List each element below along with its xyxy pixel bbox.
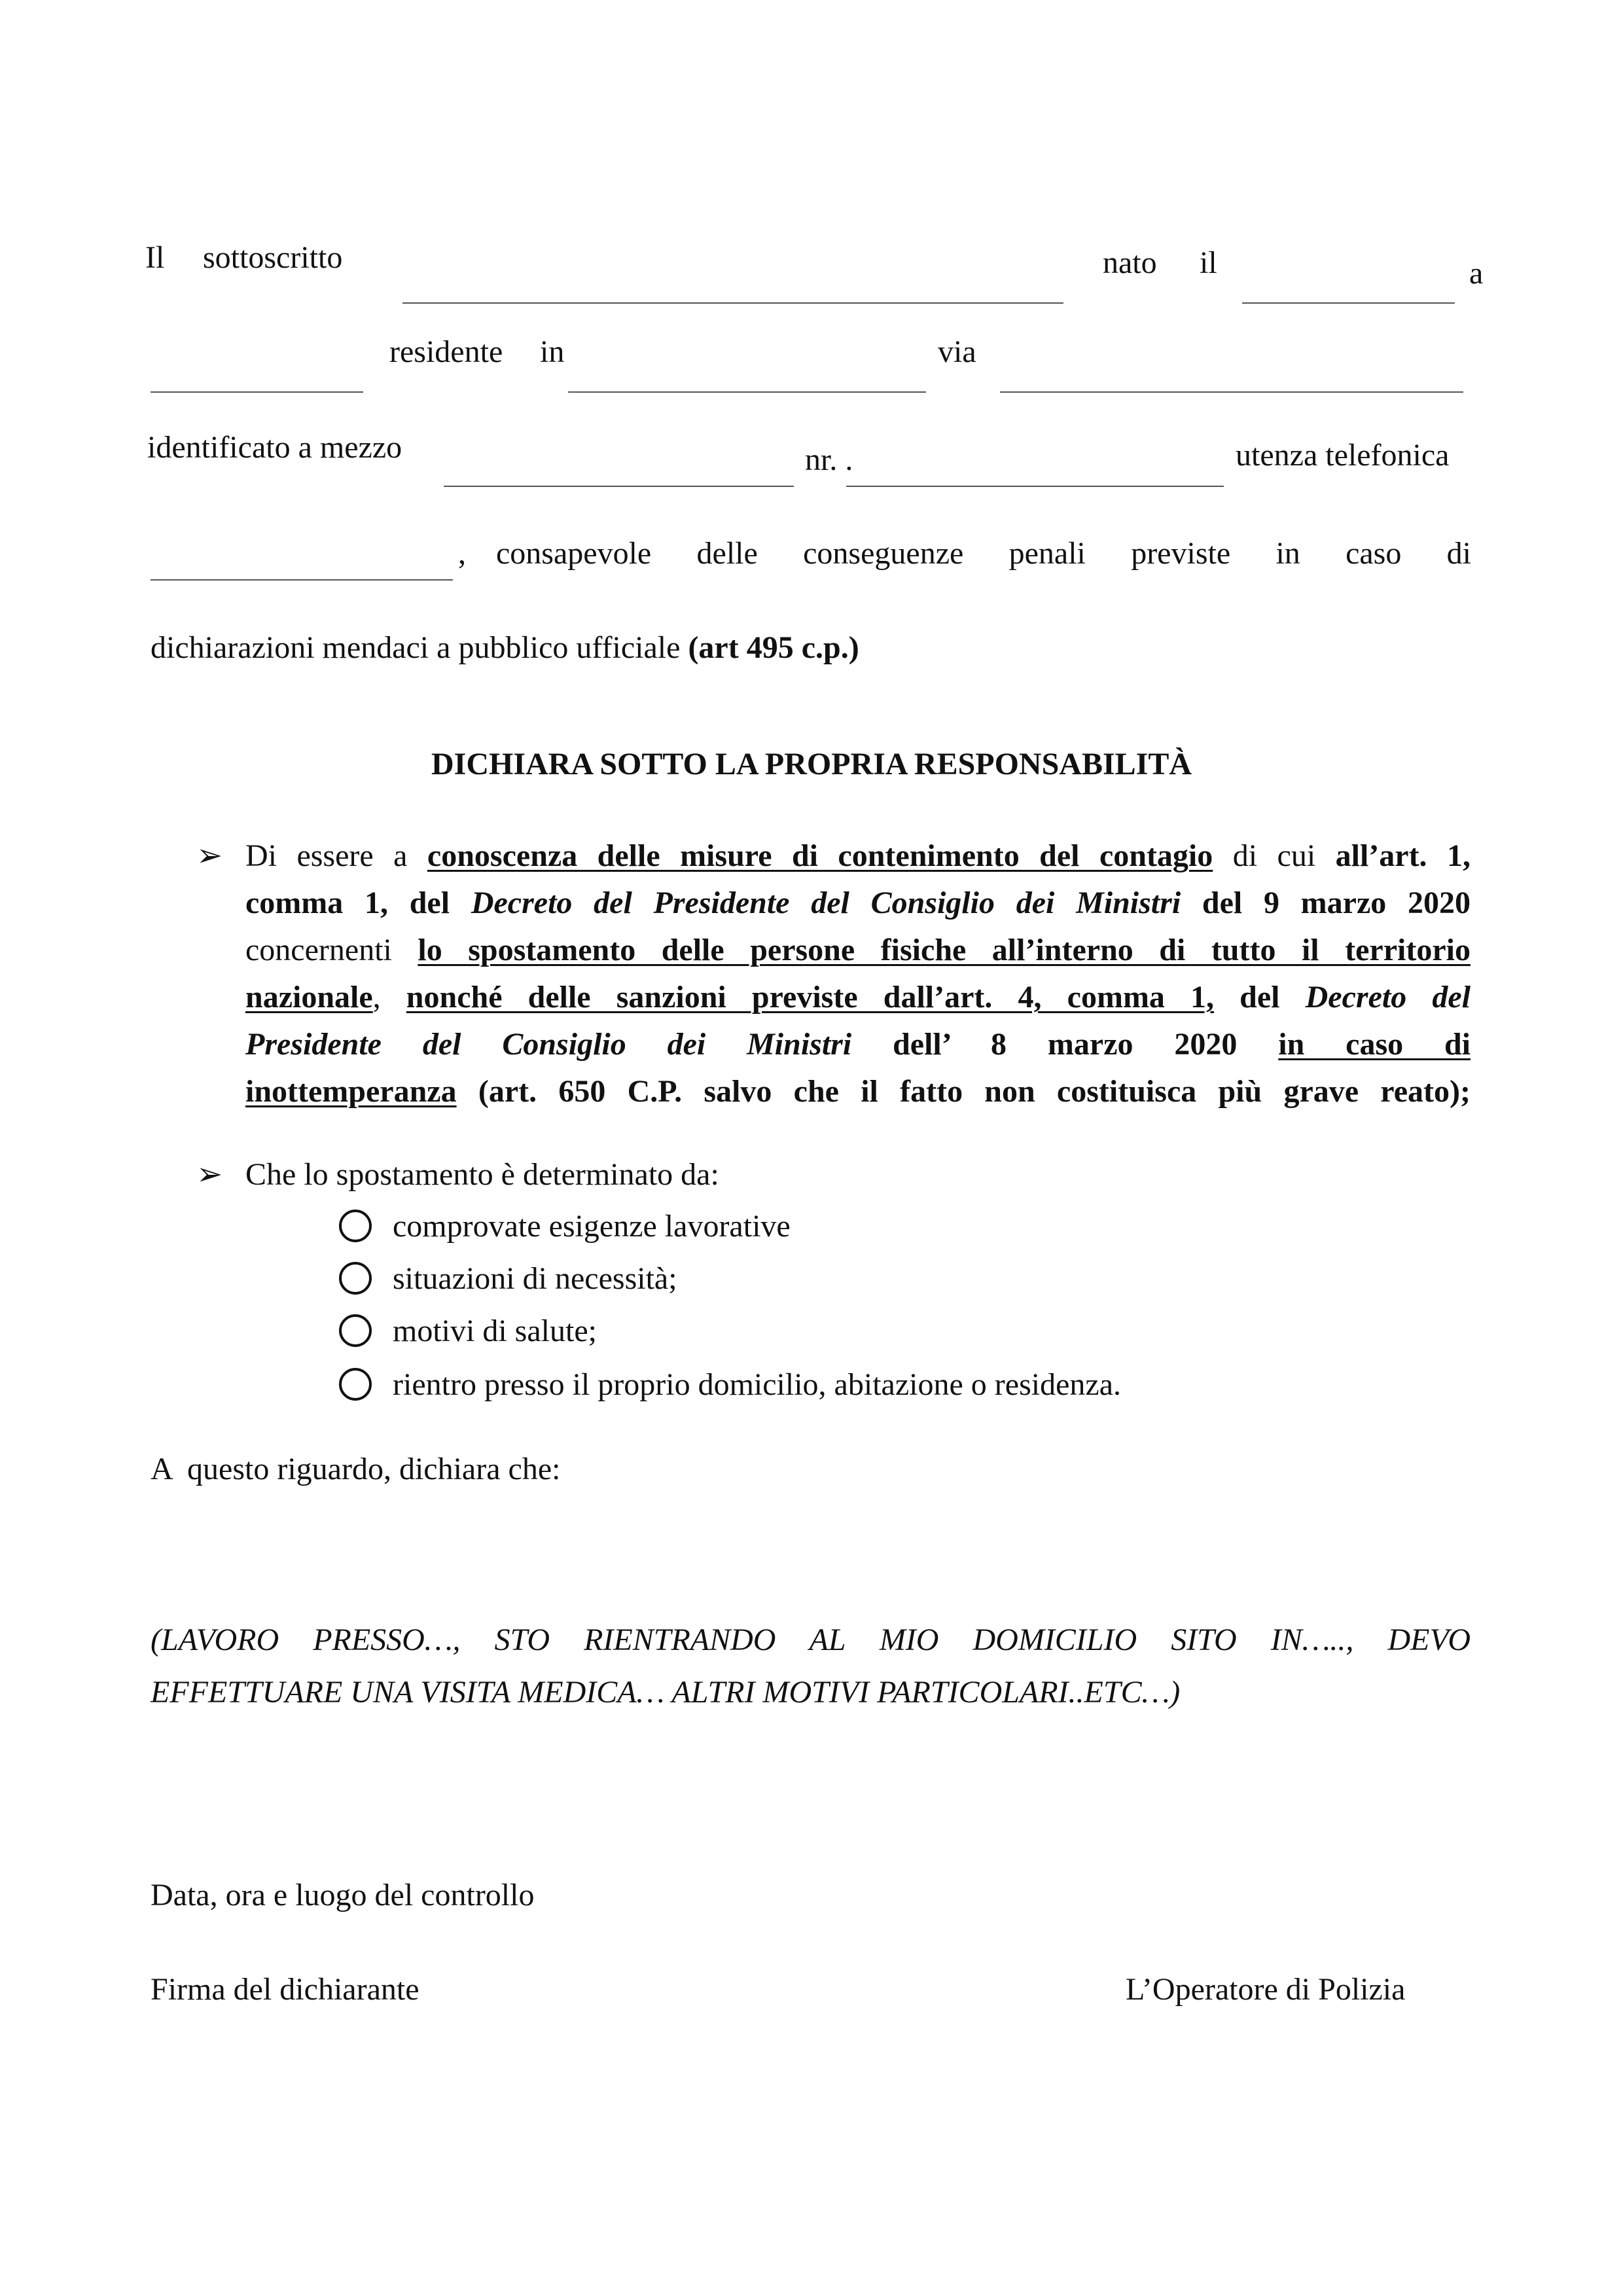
label-identificato: identificato a mezzo bbox=[147, 430, 402, 465]
bullet-arrow-icon: ➢ bbox=[196, 838, 223, 873]
label-il-date: il bbox=[1200, 245, 1217, 280]
operatore-label: L’Operatore di Polizia bbox=[1126, 1972, 1406, 2007]
residence-field[interactable] bbox=[568, 391, 926, 393]
riguardo-text: A questo riguardo, dichiara che: bbox=[151, 1452, 561, 1486]
examples-line1: (LAVORO PRESSO…, STO RIENTRANDO AL MIO DOMICILIO SITO IN….., DEVO bbox=[151, 1623, 1471, 1657]
data-luogo-label: Data, ora e luogo del controllo bbox=[151, 1878, 535, 1912]
label-via: via bbox=[938, 334, 976, 369]
bullet1-line5: Presidente del Consiglio dei Ministri dell’ 8 marzo 2020 in caso di bbox=[245, 1027, 1471, 1062]
bullet1-line2: comma 1, del Decreto del Presidente del Consiglio dei Ministri del 9 marzo 2020 bbox=[245, 886, 1471, 920]
bullet1-line3: concernenti lo spostamento delle persone fisiche all’interno di tutto il territorio bbox=[245, 933, 1471, 967]
label-residente: residente bbox=[389, 334, 503, 369]
radio-necessita[interactable] bbox=[339, 1262, 372, 1295]
label-a: a bbox=[1469, 256, 1484, 291]
option-necessita: situazioni di necessità; bbox=[393, 1261, 677, 1296]
id-document-field[interactable] bbox=[444, 486, 794, 487]
dichiarazioni-text: dichiarazioni mendaci a pubblico ufficiale bbox=[151, 630, 688, 665]
option-rientro: rientro presso il proprio domicilio, abitazione o residenza. bbox=[393, 1367, 1121, 1402]
birth-place-field[interactable] bbox=[151, 391, 363, 393]
art495-ref: (art 495 c.p.) bbox=[688, 630, 859, 665]
bullet2-text: Che lo spostamento è determinato da: bbox=[245, 1157, 719, 1192]
radio-lavorative[interactable] bbox=[339, 1210, 372, 1242]
bullet1-line1: Di essere a conoscenza delle misure di contenimento del contagio di cui all’art. 1, bbox=[245, 838, 1471, 873]
phone-field[interactable] bbox=[151, 579, 453, 581]
declaration-title: DICHIARA SOTTO LA PROPRIA RESPONSABILITÀ bbox=[431, 747, 1192, 781]
label-sottoscritto: sottoscritto bbox=[203, 240, 343, 275]
id-number-field[interactable] bbox=[846, 486, 1224, 487]
name-field[interactable] bbox=[402, 302, 1063, 304]
label-nato: nato bbox=[1103, 245, 1157, 280]
dichiarazioni-line bbox=[151, 630, 859, 666]
bullet-arrow-icon: ➢ bbox=[196, 1157, 223, 1192]
examples-line2: EFFETTUARE UNA VISITA MEDICA… ALTRI MOTIVI PARTICOLARI..ETC…) bbox=[151, 1675, 1181, 1710]
birth-date-field[interactable] bbox=[1242, 302, 1455, 304]
label-consapevole: consapevole delle conseguenze penali previste in caso di bbox=[496, 536, 1471, 571]
street-field[interactable] bbox=[1000, 391, 1463, 393]
label-comma: , bbox=[458, 536, 466, 571]
radio-rientro[interactable] bbox=[339, 1368, 372, 1401]
label-in: in bbox=[540, 334, 565, 369]
option-salute: motivi di salute; bbox=[393, 1314, 597, 1348]
bullet1-line6: inottemperanza (art. 650 C.P. salvo che il fatto non costituisca più grave reato); bbox=[245, 1074, 1471, 1109]
option-lavorative: comprovate esigenze lavorative bbox=[393, 1209, 791, 1244]
label-il: Il bbox=[145, 240, 165, 275]
label-nr: nr. . bbox=[805, 442, 853, 477]
bullet1-line4: nazionale, nonché delle sanzioni previste dall’art. 4, comma 1, del Decreto del bbox=[245, 980, 1471, 1014]
firma-label: Firma del dichiarante bbox=[151, 1972, 419, 2007]
radio-salute[interactable] bbox=[339, 1314, 372, 1347]
label-utenza: utenza telefonica bbox=[1236, 438, 1450, 473]
